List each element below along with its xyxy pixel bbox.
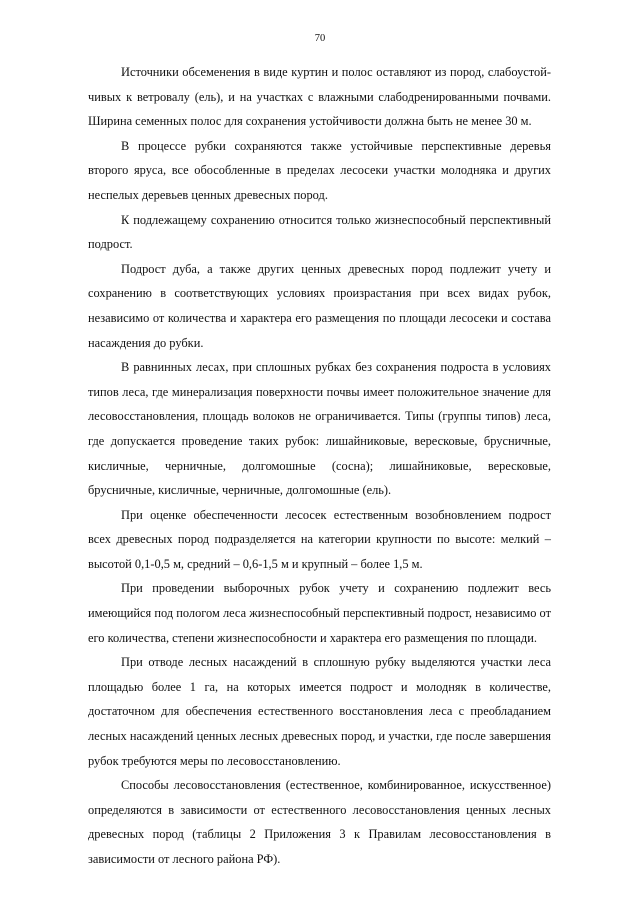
paragraph-second-tier-trees: В процессе рубки сохраняются также устойчивые перспективные деревья второго яруса, все обособленные в пределах лесосеки участки молодняка и других неспелых деревьев ценных древесных пород. <box>88 138 551 202</box>
document-body <box>88 60 551 872</box>
paragraph-selective-cutting: При проведении выборочных рубок учету и сохранению подлежит весь имеющийся под пологом леса жизнеспособный перспективный подрост, независимо от его количества, степени жизнеспособности и характера его размещения по площади. <box>88 581 551 645</box>
paragraph-seed-sources: Источники обсеменения в виде куртин и полос оставляют из пород, слабоустойчивых к ветровалу (ель), и на участках с влажными слабодренированными почвами. Ширина семенных полос для сохранения устойчивости должна быть не менее 30 м. <box>88 65 551 129</box>
paragraph-clear-cutting-allocation: При отводе лесных насаждений в сплошную рубку выделяются участки леса площадью более 1 га, на которых имеется подрост и молодняк в количестве, достаточном для обеспечения естественного восстановления леса с преобладанием лесных насаждений ценных лесных древесных пород, и участки, где после завершения рубок требуются меры по лесовосстановлению. <box>88 655 551 768</box>
paragraph-reforestation-methods: Способы лесовосстановления (естественное, комбинированное, искусственное) определяются в зависимости от естественного лесовосстановления ценных лесных древесных пород (таблицы 2 Приложения 3 к Правилам лесовосстановления в зависимости от лесного района РФ). <box>88 778 551 866</box>
paragraph-plain-forests: В равнинных лесах, при сплошных рубках без сохранения подроста в условиях типов леса, где минерализация поверхности почвы имеет положительное значение для лесовосстановления, площадь волоков не ограничивается. Типы (группы типов) леса, где допускается проведение таких рубок: лишайниковые, вересковые, брусничные, кисличные, черничные, долгомошные (сосна); лишайниковые, вересковые, брусничные, кисличные, черничные, долгомошные (ель). <box>88 360 551 498</box>
page-number: 70 <box>314 33 326 44</box>
paragraph-viable-undergrowth: К подлежащему сохранению относится только жизнеспособный перспективный подрост. <box>88 212 551 252</box>
paragraph-size-categories: При оценке обеспеченности лесосек естественным возобновлением подрост всех древесных пород подразделяется на категории крупности по высоте: мелкий – высотой 0,1-0,5 м, средний – 0,6-1,5 м и крупный – более 1,5 м. <box>88 507 551 571</box>
paragraph-oak-undergrowth: Подрост дуба, а также других ценных древесных пород подлежит учету и сохранению в соответствующих условиях произрастания при всех видах рубок, независимо от количества и характера его размещения по площади лесосеки и состава насаждения до рубки. <box>88 261 551 350</box>
